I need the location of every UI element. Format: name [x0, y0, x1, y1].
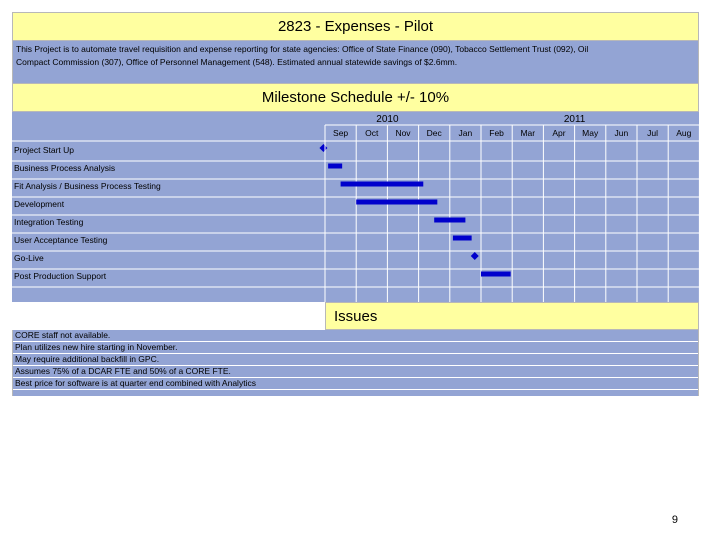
task-label: Post Production Support — [14, 271, 107, 281]
month-label: Jun — [614, 128, 629, 138]
issue-item: CORE staff not available. — [13, 330, 698, 342]
issue-item: Best price for software is at quarter end combined with Analytics — [13, 378, 698, 390]
task-label: Go-Live — [14, 253, 44, 263]
issue-item: Plan utilizes new hire starting in November. — [13, 342, 698, 354]
task-bar — [328, 164, 342, 169]
year-label: 2011 — [563, 114, 586, 125]
task-bar — [341, 182, 424, 187]
task-bar — [481, 272, 511, 277]
issue-row-empty — [13, 390, 698, 401]
task-label: Development — [14, 199, 65, 209]
month-label: Jan — [458, 128, 473, 138]
year-label: 2010 — [376, 114, 399, 125]
month-label: Feb — [489, 128, 504, 138]
project-description — [12, 41, 699, 83]
milestone-schedule-title: Milestone Schedule +/- 10% — [261, 89, 450, 106]
task-bar — [434, 218, 465, 223]
month-label: Jul — [647, 128, 659, 138]
month-label: Aug — [676, 128, 692, 138]
task-label: Business Process Analysis — [14, 163, 116, 173]
issue-item: Assumes 75% of a DCAR FTE and 50% of a CORE FTE. — [13, 366, 698, 378]
page-number: 9 — [671, 514, 678, 526]
project-title-band — [12, 12, 699, 41]
gantt-header-left — [12, 112, 325, 141]
project-title: 2823 - Expenses - Pilot — [277, 18, 434, 35]
task-bar — [453, 236, 472, 241]
month-label: Apr — [552, 128, 566, 138]
milestone-gantt-chart — [12, 112, 699, 302]
task-label: Project Start Up — [14, 145, 74, 155]
task-bar — [356, 200, 437, 205]
month-label: Mar — [520, 128, 536, 138]
task-label: Integration Testing — [14, 217, 84, 227]
issues-title: Issues — [334, 308, 378, 325]
milestone-schedule-band — [12, 83, 699, 112]
month-label: May — [582, 128, 599, 138]
month-label: Nov — [395, 128, 411, 138]
description-line: This Project is to automate travel requisition and expense reporting for state agencies: Office of State Finance (090), Tobacco Settlement Trust (092), Oil — [16, 44, 589, 54]
issue-item: May require additional backfill in GPC. — [13, 354, 698, 366]
task-label: Fit Analysis / Business Process Testing — [14, 181, 161, 191]
month-label: Dec — [426, 128, 442, 138]
description-line: Compact Commission (307), Office of Personnel Management (548). Estimated annual statewide savings of $2.6mm. — [16, 56, 458, 67]
issues-list — [12, 330, 699, 396]
issues-band — [12, 302, 699, 330]
task-label: User Acceptance Testing — [14, 235, 108, 245]
month-label: Sep — [333, 128, 349, 138]
month-label: Oct — [365, 128, 379, 138]
